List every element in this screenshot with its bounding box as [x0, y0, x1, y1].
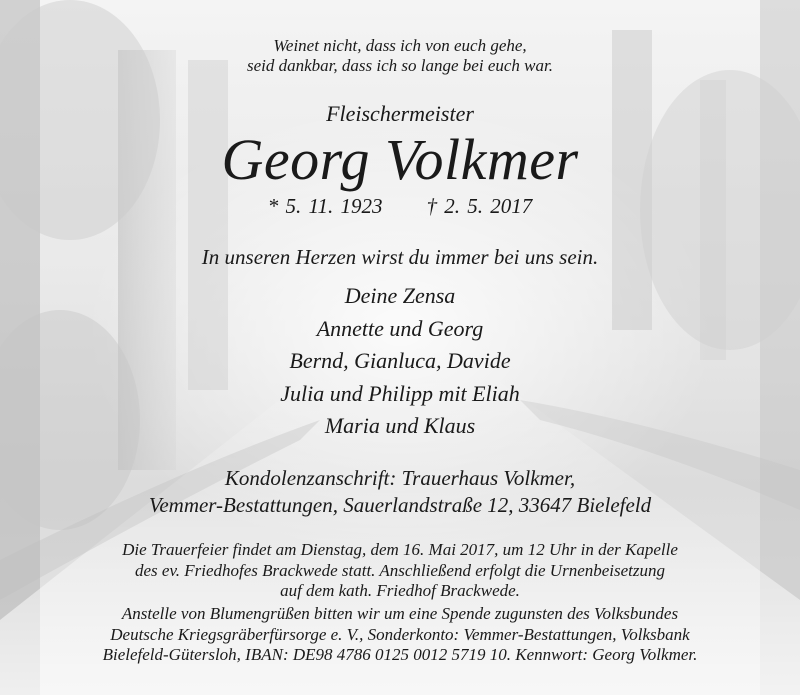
mourner-entry: Julia und Philipp mit Eliah	[280, 380, 520, 406]
service-line: auf dem kath. Friedhof Brackwede.	[280, 581, 520, 600]
condolence-address	[0, 465, 800, 518]
service-line: des ev. Friedhofes Brackwede statt. Anschließend erfolgt die Urnenbeisetzung	[134, 560, 666, 580]
service-line: Die Trauerfeier findet am Dienstag, dem 16. Mai 2017, um 12 Uhr in der Kapelle	[122, 540, 678, 559]
deceased-name: Georg Volkmer	[221, 127, 579, 192]
mourner-entry: Maria und Klaus	[324, 413, 476, 438]
deceased-title: Fleischermeister	[326, 101, 474, 126]
donation-info	[0, 604, 800, 666]
condolence-line: Kondolenzanschrift: Trauerhaus Volkmer,	[224, 466, 576, 490]
condolence-line: Vemmer-Bestattungen, Sauerlandstraße 12, 33647 Bielefeld	[148, 492, 652, 517]
mourner-entry: Annette und Georg	[316, 315, 484, 341]
donation-line: Anstelle von Blumengrüßen bitten wir um eine Spende zugunsten des Volksbundes	[121, 604, 679, 623]
donation-line: Deutsche Kriegsgräberfürsorge e. V., Sonderkonto: Vemmer-Bestattungen, Volksbank	[110, 624, 690, 644]
motto-line: Weinet nicht, dass ich von euch gehe,	[273, 36, 527, 55]
motto-line: seid dankbar, dass ich so lange bei euch war.	[247, 56, 553, 75]
mourner-entry: Bernd, Gianluca, Davide	[289, 348, 511, 373]
farewell-line: In unseren Herzen wirst du immer bei uns sein.	[201, 245, 599, 269]
service-info	[0, 540, 800, 602]
mourners-list	[0, 280, 800, 443]
mourner-entry: Deine Zensa	[344, 283, 456, 308]
birth-date: * 5. 11. 1923	[267, 194, 383, 218]
death-date: † 2. 5. 2017	[426, 194, 533, 218]
motto-verse	[0, 36, 800, 76]
donation-line: Bielefeld-Gütersloh, IBAN: DE98 4786 0125 0012 5719 10. Kennwort: Georg Volkmer.	[102, 645, 698, 664]
life-dates	[0, 193, 800, 219]
